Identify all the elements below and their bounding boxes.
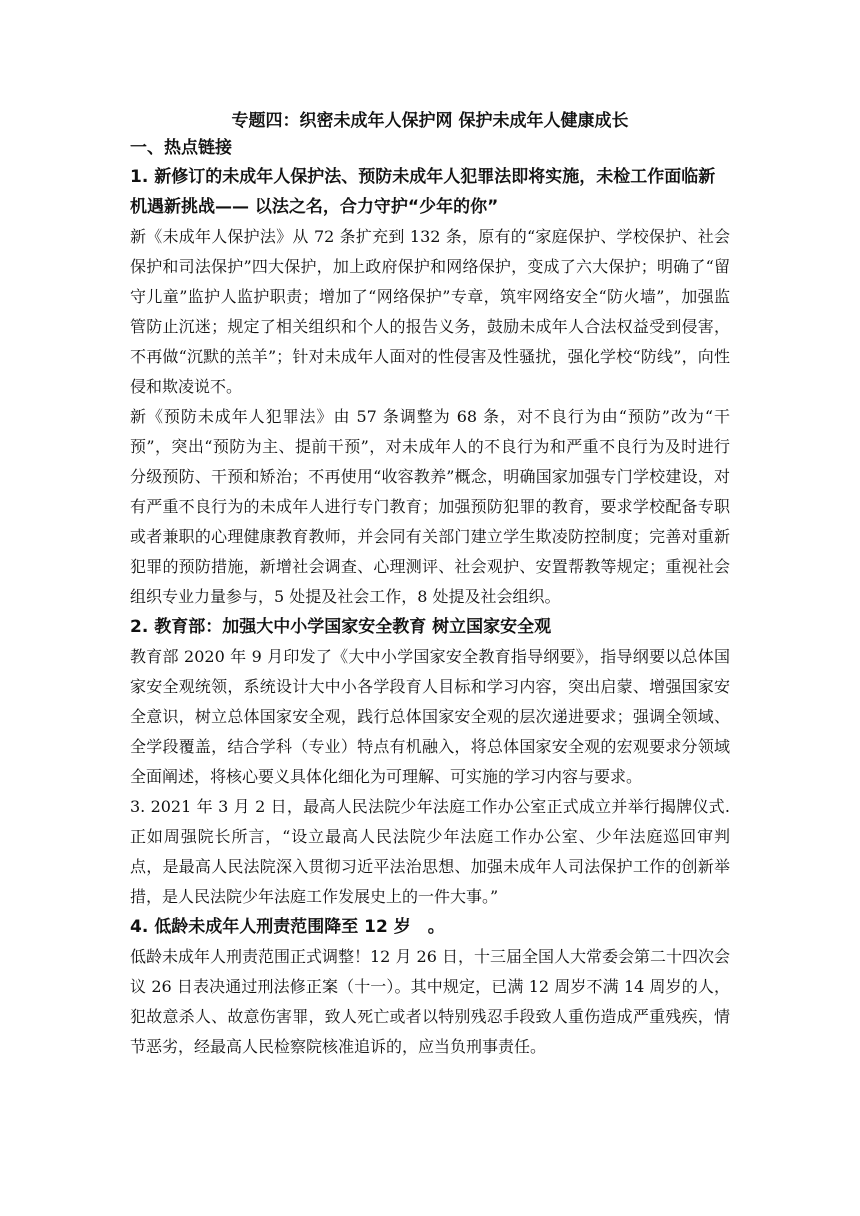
paragraph: 教育部 2020 年 9 月印发了《大中小学国家安全教育指导纲要》，指导纲要以总体国家安全观统领，系统设计大中小各学段育人目标和学习内容，突出启蒙、增强国家安全意识，树立总体国家安全观，践行总体国家安全观的层次递进要求；强调全领域、全学段覆盖，结合学科（专业）特点有机融入，将总体国家安全观的宏观要求分领域全面阐述，将核心要义具体化细化为可理解、可实施的学习内容与要求。 <box>130 647 730 786</box>
item-heading: 2. 教育部：加强大中小学国家安全教育 树立国家安全观 <box>130 617 552 637</box>
document-title: 专题四：织密未成年人保护网 保护未成年人健康成长 <box>231 111 629 131</box>
document-page <box>130 108 730 1062</box>
paragraph: 新《未成年人保护法》从 72 条扩充到 132 条，原有的“家庭保护、学校保护、社会保护和司法保护”四大保护，加上政府保护和网络保护，变成了六大保护；明确了“留守儿童”监护人监护职责；增加了“网络保护”专章，筑牢网络安全“防火墙”，加强监管防止沉迷；规定了相关组织和个人的报告义务，鼓励未成年人合法权益受到侵害，不再做“沉默的羔羊”；针对未成年人面对的性侵害及性骚扰，强化学校“防线”，向性侵和欺凌说不。 <box>130 227 730 396</box>
section-heading: 一、热点链接 <box>130 138 232 158</box>
item-heading: 4. 低龄未成年人刑责范围降至 12 岁 。 <box>130 917 445 937</box>
news-item-3 <box>130 792 730 912</box>
paragraph: 3. 2021 年 3 月 2 日，最高人民法院少年法庭工作办公室正式成立并举行揭牌仪式.正如周强院长所言，“设立最高人民法院少年法庭工作办公室、少年法庭巡回审判点，是最高人民法院深入贯彻习近平法治思想、加强未成年人司法保护工作的创新举措，是人民法院少年法庭工作发展史上的一件大事。” <box>130 797 730 906</box>
news-item-4 <box>130 912 730 1062</box>
item-heading: 1. 新修订的未成年人保护法、预防未成年人犯罪法即将实施，未检工作面临新机遇新挑战—— 以法之名，合力守护“少年的你” <box>130 167 716 217</box>
paragraph: 低龄未成年人刑责范围正式调整！12 月 26 日，十三届全国人大常委会第二十四次会议 26 日表决通过刑法修正案（十一）。其中规定，已满 12 周岁不满 14 周岁的人，犯故意杀人、故意伤害罪，致人死亡或者以特别残忍手段致人重伤造成严重残疾，情节恶劣，经最高人民检察院核准追诉的，应当负刑事责任。 <box>130 947 730 1056</box>
paragraph: 新《预防未成年人犯罪法》由 57 条调整为 68 条，对不良行为由“预防”改为“干预”，突出“预防为主、提前干预”，对未成年人的不良行为和严重不良行为及时进行分级预防、干预和矫治；不再使用“收容教养”概念，明确国家加强专门学校建设，对有严重不良行为的未成年人进行专门教育；加强预防犯罪的教育，要求学校配备专职或者兼职的心理健康教育教师，并会同有关部门建立学生欺凌防控制度；完善对重新犯罪的预防措施，新增社会调查、心理测评、社会观护、安置帮教等规定；重视社会组织专业力量参与，5 处提及社会工作，8 处提及社会组织。 <box>130 407 730 606</box>
news-item-1 <box>130 162 730 612</box>
news-item-2 <box>130 612 730 792</box>
